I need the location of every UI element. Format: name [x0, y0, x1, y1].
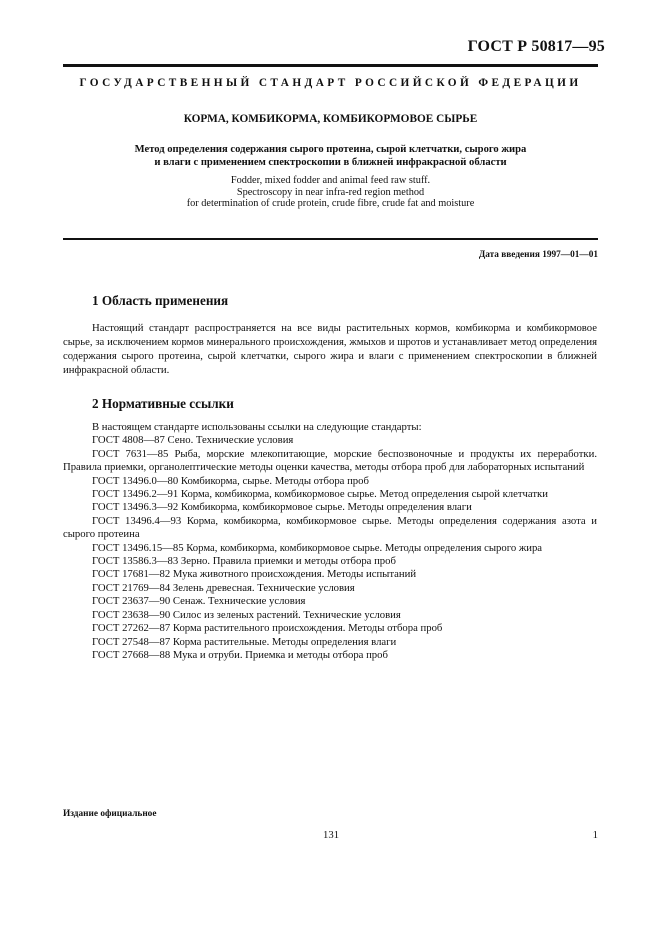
- subtitle-line-1: Метод определения содержания сырого протеина, сырой клетчатки, сырого жира: [134, 144, 527, 155]
- reference-item: ГОСТ 23638—90 Силос из зеленых растений. Технические условия: [92, 608, 401, 621]
- official-edition-label: Издание официальное: [63, 809, 157, 819]
- english-line-1: Fodder, mixed fodder and animal feed raw stuff.: [230, 175, 431, 186]
- state-standard-title: ГОСУДАРСТВЕННЫЙ СТАНДАРТ РОССИЙСКОЙ ФЕДЕРАЦИИ: [79, 77, 582, 89]
- reference-item: ГОСТ 13586.3—83 Зерно. Правила приемки и методы отбора проб: [92, 555, 396, 568]
- subtitle-line-2: и влаги с применением спектроскопии в ближней инфракрасной области: [154, 156, 507, 168]
- reference-item: ГОСТ 17681—82 Мука животного происхождения. Методы испытаний: [92, 568, 417, 581]
- section-1-heading: 1 Область применения: [92, 293, 229, 308]
- reference-item: ГОСТ 23637—90 Сенаж. Технические условия: [92, 595, 306, 608]
- page-number: 131: [323, 829, 340, 841]
- reference-item: ГОСТ 13496.4—93 Корма, комбикорма, комбикормовое сырье. Методы определения содержания азота и сырого протеина: [63, 514, 597, 541]
- top-rule: [63, 64, 598, 67]
- section-2-heading: 2 Нормативные ссылки: [92, 396, 234, 411]
- section-1-text: Настоящий стандарт распространяется на все виды растительных кормов, комбикорма и комбикормовое сырье, за исключением кормов минерального происхождения, жмыхов и шротов и устанавливает метод определения содержания сырого протеина, сырой клетчатки, сырого жира и влаги с применением спектроскопии в ближней инфракрасной области.: [63, 322, 597, 376]
- reference-item: ГОСТ 13496.15—85 Корма, комбикорма, комбикормовое сырье. Методы определения сырого жира: [92, 541, 543, 554]
- section-1-body: [63, 321, 597, 377]
- reference-item: ГОСТ 13496.0—80 Комбикорма, сырье. Методы отбора проб: [92, 474, 369, 487]
- document-subtitle: [70, 144, 591, 169]
- english-line-3: for determination of crude protein, crude fibre, crude fat and moisture: [186, 198, 475, 209]
- reference-item: ГОСТ 27262—87 Корма растительного происхождения. Методы отбора проб: [92, 622, 443, 635]
- reference-item: ГОСТ 13496.2—91 Корма, комбикорма, комбикормовое сырье. Метод определения сырой клетчатки: [92, 488, 548, 501]
- reference-item: ГОСТ 13496.3—92 Комбикорма, комбикормовое сырье. Методы определения влаги: [92, 501, 472, 514]
- header-rule: [63, 238, 598, 240]
- document-title: КОРМА, КОМБИКОРМА, КОМБИКОРМОВОЕ СЫРЬЕ: [183, 113, 478, 125]
- reference-item: ГОСТ 7631—85 Рыба, морские млекопитающие, морские беспозвоночные и продукты их переработки. Правила приемки, органолептические методы оценки качества, методы отбора проб для лабораторных испытаний: [63, 447, 597, 474]
- gost-code: ГОСТ Р 50817—95: [467, 38, 605, 55]
- references-list: [63, 421, 597, 662]
- reference-item: ГОСТ 21769—84 Зелень древесная. Технические условия: [92, 581, 355, 594]
- reference-item: ГОСТ 27548—87 Корма растительные. Методы определения влаги: [92, 635, 397, 648]
- sheet-number: 1: [592, 829, 598, 841]
- reference-item: ГОСТ 27668—88 Мука и отруби. Приемка и методы отбора проб: [92, 648, 388, 661]
- english-title: [70, 175, 591, 210]
- introduction-date: Дата введения 1997—01—01: [478, 250, 598, 260]
- reference-item: ГОСТ 4808—87 Сено. Технические условия: [92, 434, 294, 447]
- references-intro: В настоящем стандарте использованы ссылки на следующие стандарты:: [92, 421, 422, 433]
- english-line-2: Spectroscopy in near infra-red region method: [236, 186, 425, 198]
